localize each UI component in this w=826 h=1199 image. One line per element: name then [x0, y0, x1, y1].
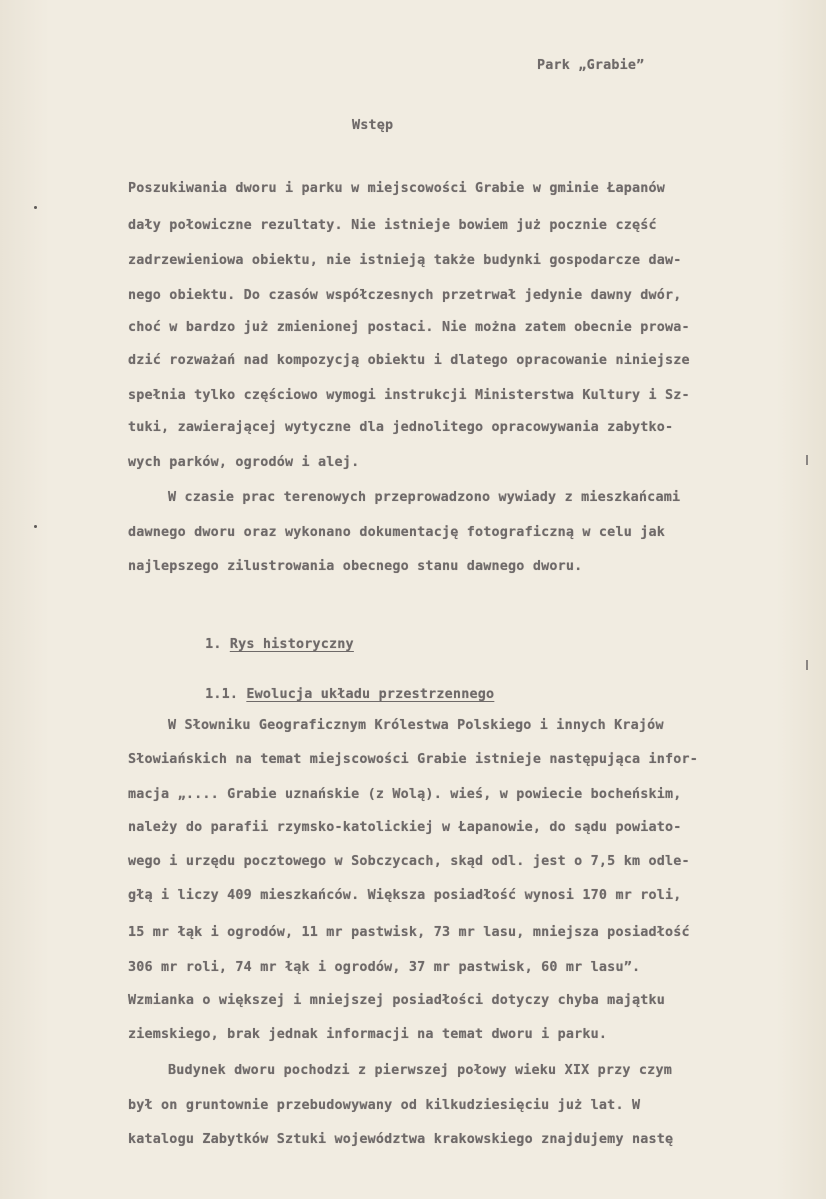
text-line: dały połowiczne rezultaty. Nie istnieje bowiem już pocznie część	[128, 218, 657, 233]
text-line: był on gruntownie przebudowywany od kilkudziesięciu już lat. W	[128, 1098, 641, 1113]
section-1-heading	[172, 622, 354, 667]
text-line: należy do parafii rzymsko-katolickiej w Łapanowie, do sądu powiato-	[128, 820, 682, 835]
text-line: 306 mr roli, 74 mr łąk i ogrodów, 37 mr pastwisk, 60 mr lasu”.	[128, 960, 641, 975]
text-line: W Słowniku Geograficznym Królestwa Polskiego i innych Krajów	[168, 718, 664, 733]
text-line: zadrzewieniowa obiektu, nie istnieją także budynki gospodarcze daw-	[128, 253, 682, 268]
text-line: głą i liczy 409 mieszkańców. Większa posiadłość wynosi 170 mr roli,	[128, 888, 682, 903]
text-line: choć w bardzo już zmienionej postaci. Nie można zatem obecnie prowa-	[128, 320, 690, 335]
text-line: nego obiektu. Do czasów współczesnych przetrwał jedynie dawny dwór,	[128, 288, 682, 303]
text-line: tuki, zawierającej wytyczne dla jednolitego opracowywania zabytko-	[128, 420, 674, 435]
text-line: spełnia tylko częściowo wymogi instrukcji Ministerstwa Kultury i Sz-	[128, 388, 690, 403]
text-line: wego i urzędu pocztowego w Sobczycach, skąd odl. jest o 7,5 km odle-	[128, 854, 690, 869]
text-line: ziemskiego, brak jednak informacji na temat dworu i parku.	[128, 1027, 608, 1042]
section-number: 1.1.	[205, 687, 239, 702]
section-title: Wstęp	[352, 118, 394, 133]
text-line: W czasie prac terenowych przeprowadzono wywiady z mieszkańcami	[168, 490, 681, 505]
section-number: 1.	[205, 637, 222, 652]
text-line: Wzmianka o większej i mniejszej posiadłości dotyczy chyba majątku	[128, 993, 666, 1008]
section-1-1-heading	[172, 672, 494, 717]
section-heading-text: Ewolucja układu przestrzennego	[246, 687, 495, 702]
text-line: 15 mr łąk i ogrodów, 11 mr pastwisk, 73 mr lasu, mniejsza posiadłość	[128, 925, 690, 940]
edge-mark	[806, 455, 808, 465]
text-line: dzić rozważań nad kompozycją obiektu i dlatego opracowanie niniejsze	[128, 353, 690, 368]
section-heading-text: Rys historyczny	[229, 637, 354, 652]
text-line: najlepszego zilustrowania obecnego stanu dawnego dworu.	[128, 559, 583, 574]
text-line: katalogu Zabytków Sztuki województwa krakowskiego znajdujemy nastę	[128, 1132, 674, 1147]
text-line: dawnego dworu oraz wykonano dokumentację fotograficzną w celu jak	[128, 525, 666, 540]
margin-dot	[34, 525, 37, 528]
text-line: Poszukiwania dworu i parku w miejscowości Grabie w gminie Łapanów	[128, 181, 666, 196]
edge-mark	[806, 660, 808, 670]
park-title-header: Park „Grabie”	[537, 58, 645, 73]
margin-dot	[34, 206, 37, 209]
text-line: Budynek dworu pochodzi z pierwszej połowy wieku XIX przy czym	[168, 1063, 672, 1078]
text-line: wych parków, ogrodów i alej.	[128, 455, 360, 470]
text-line: macja „.... Grabie uznańskie (z Wolą). wieś, w powiecie bocheńskim,	[128, 787, 682, 802]
text-line: Słowiańskich na temat miejscowości Grabie istnieje następująca infor-	[128, 752, 699, 767]
